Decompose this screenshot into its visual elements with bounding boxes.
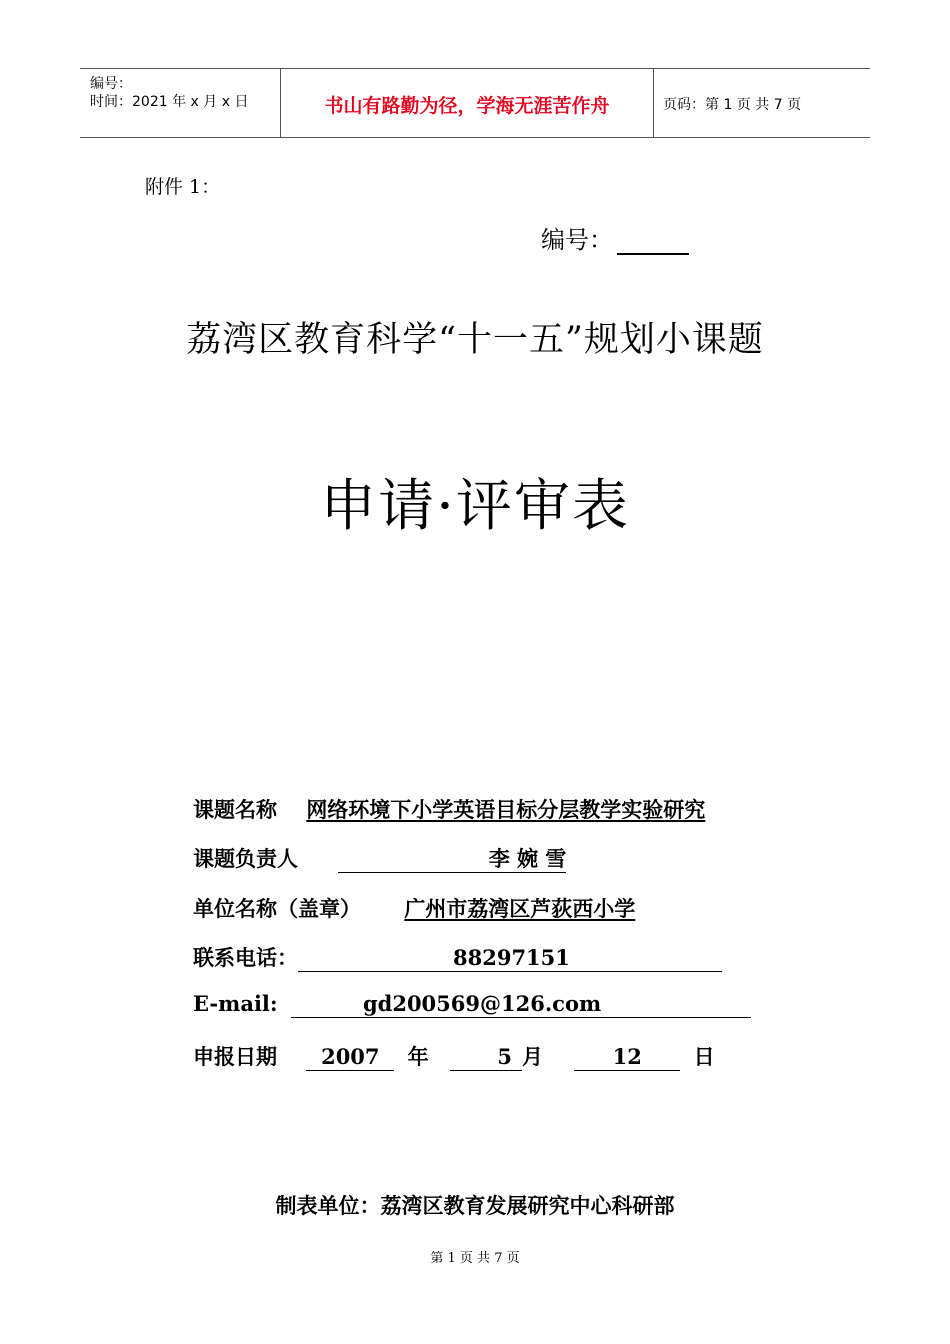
header-motto-cell xyxy=(281,69,654,137)
topic-row xyxy=(193,794,705,824)
month-unit: 月 xyxy=(521,1044,543,1069)
day-value: 12 xyxy=(574,1044,680,1071)
form-maker: 制表单位：荔湾区教育发展研究中心科研部 xyxy=(275,1193,675,1218)
motto-text: 书山有路勤为径，学海无涯苦作舟 xyxy=(324,95,610,117)
email-label: E-mail: xyxy=(193,991,278,1016)
date-row xyxy=(193,1041,715,1071)
header-right-cell xyxy=(654,69,870,137)
phone-row xyxy=(193,942,722,972)
unit-value: 广州市荔湾区芦荻西小学 xyxy=(404,896,636,921)
email-value: gd200569@126.com xyxy=(362,991,602,1016)
topic-label: 课题名称 xyxy=(193,797,277,822)
date-label: 申报日期 xyxy=(193,1044,277,1069)
leader-label: 课题负责人 xyxy=(193,846,298,871)
number-label: 编号： xyxy=(90,76,132,92)
day-unit: 日 xyxy=(693,1044,715,1069)
month-value: 5 xyxy=(450,1044,522,1071)
serial-number xyxy=(541,220,689,255)
topic-value: 网络环境下小学英语目标分层教学实验研究 xyxy=(306,797,706,822)
time-label: 时间：2021 年 x 月 x 日 xyxy=(90,94,249,110)
page-footer: 第 1 页 共 7 页 xyxy=(430,1251,520,1266)
serial-label: 编号： xyxy=(541,226,613,254)
main-title: 荔湾区教育科学“十一五”规划小课题 xyxy=(186,320,764,360)
header-left-cell xyxy=(80,69,281,137)
unit-label: 单位名称（盖章） xyxy=(193,896,361,921)
year-unit: 年 xyxy=(407,1044,429,1069)
leader-row xyxy=(193,843,566,873)
email-row xyxy=(193,991,751,1018)
phone-value-line xyxy=(298,945,722,972)
page-header xyxy=(80,68,870,138)
leader-value: 李 婉 雪 xyxy=(338,846,566,873)
email-value-line xyxy=(291,991,751,1018)
page-code: 页码：第 1 页 共 7 页 xyxy=(663,97,802,113)
serial-blank-line xyxy=(617,229,689,255)
annex-label: 附件 1： xyxy=(145,176,221,198)
sub-title: 申请·评审表 xyxy=(320,474,630,539)
phone-label: 联系电话： xyxy=(193,945,298,970)
unit-row xyxy=(193,893,635,923)
phone-value: 88297151 xyxy=(453,945,570,970)
year-value: 2007 xyxy=(306,1044,394,1071)
